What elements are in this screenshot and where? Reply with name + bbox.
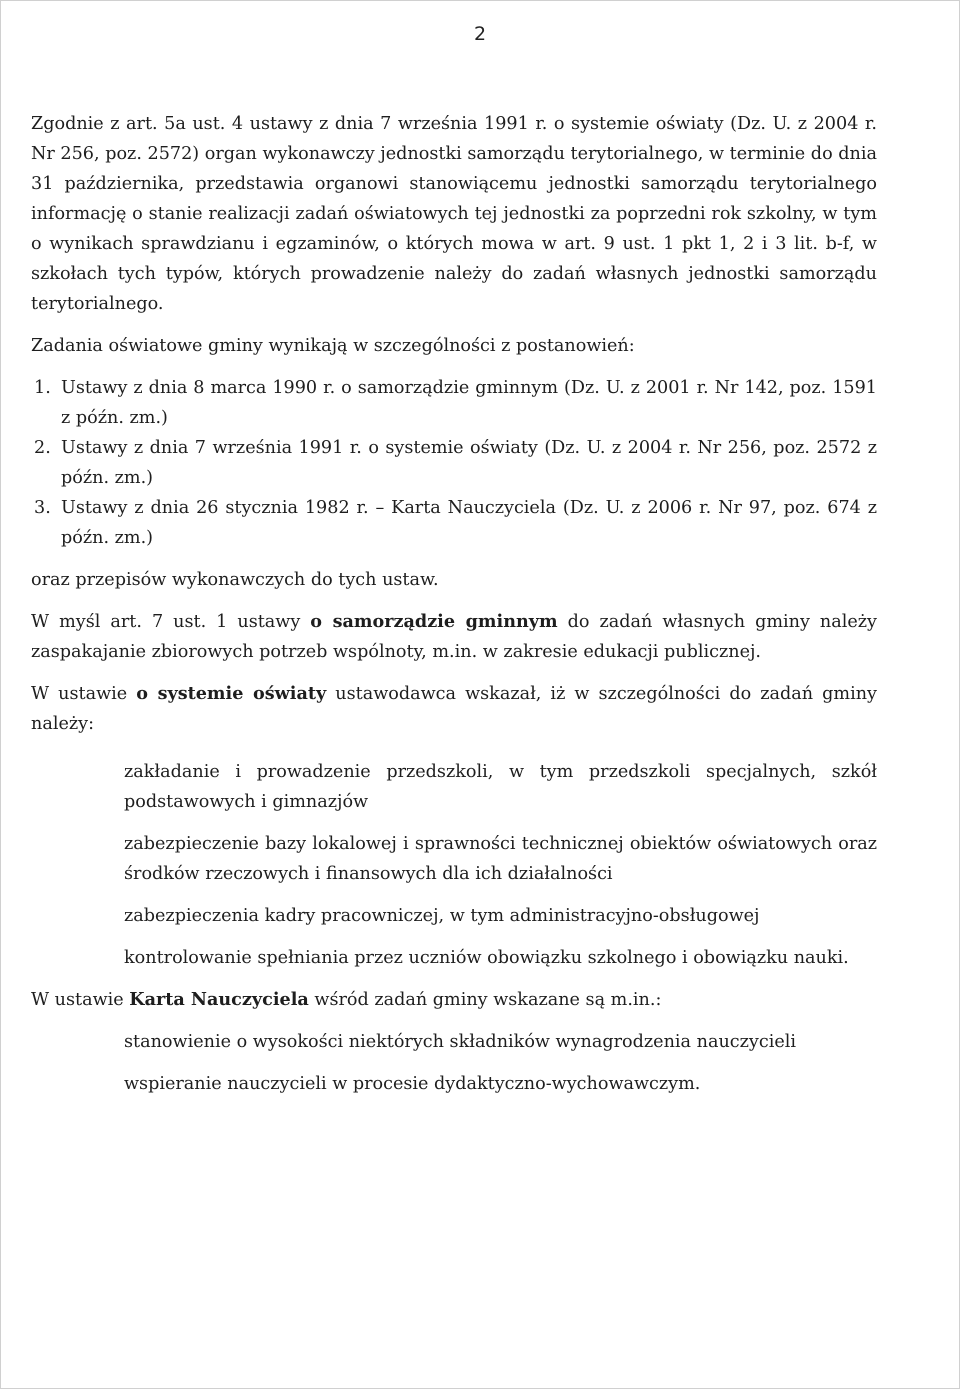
mysl-text-after: do zadań własnych gminy należy zaspakajanie zbiorowych potrzeb wspólnoty, m.in. w zakresie edukacji publicznej. bbox=[31, 612, 877, 662]
kn-text-before: W ustawie bbox=[31, 990, 130, 1010]
laws-list bbox=[31, 373, 877, 553]
law-item bbox=[31, 433, 877, 493]
law-text: Ustawy z dnia 7 września 1991 r. o systemie oświaty (Dz. U. z 2004 r. Nr 256, poz. 2572 z późn. zm.) bbox=[61, 438, 877, 488]
ustawie-bold-law: o systemie oświaty bbox=[136, 683, 327, 704]
ustawie-paragraph bbox=[31, 679, 877, 739]
kn-item: wspieranie nauczycieli w procesie dydaktyczno-wychowawczym. bbox=[124, 1074, 701, 1094]
page-number: 2 bbox=[473, 23, 487, 45]
mysl-paragraph bbox=[31, 607, 877, 667]
kn-item: stanowienie o wysokości niektórych składników wynagrodzenia nauczycieli bbox=[124, 1032, 796, 1052]
duty-item: kontrolowanie spełniania przez uczniów obowiązku szkolnego i obowiązku nauki. bbox=[124, 948, 849, 968]
ustawie-text-after: ustawodawca wskazał, iż w szczególności do zadań gminy należy: bbox=[31, 684, 877, 734]
law-item bbox=[31, 493, 877, 553]
kn-paragraph bbox=[31, 985, 877, 1015]
ustawie-text-before: W ustawie bbox=[31, 684, 137, 704]
law-text: Ustawy z dnia 26 stycznia 1982 r. – Karta Nauczyciela (Dz. U. z 2006 r. Nr 97, poz. 674 z późn. zm.) bbox=[61, 498, 877, 548]
laws-outro: oraz przepisów wykonawczych do tych ustaw. bbox=[31, 570, 439, 590]
mysl-text-before: W myśl art. 7 ust. 1 ustawy bbox=[31, 612, 311, 632]
mysl-bold-law: o samorządzie gminnym bbox=[310, 611, 558, 632]
intro-paragraph: Zgodnie z art. 5a ust. 4 ustawy z dnia 7 września 1991 r. o systemie oświaty (Dz. U. z 2004 r. Nr 256, poz. 2572) organ wykonawczy jednostki samorządu terytorialnego, w terminie do dnia 31 października, przedstawia organowi stanowiącemu jednostki samorządu terytorialnego informację o stanie realizacji zadań oświatowych tej jednostki za poprzedni rok szkolny, w tym o wynikach sprawdzianu i egzaminów, o których mowa w art. 9 ust. 1 pkt 1, 2 i 3 lit. b-f, w szkołach tych typów, których prowadzenie należy do zadań własnych jednostki samorządu terytorialnego. bbox=[31, 114, 877, 314]
duty-item: zabezpieczenia kadry pracowniczej, w tym administracyjno-obsługowej bbox=[124, 906, 760, 926]
law-text: Ustawy z dnia 8 marca 1990 r. o samorządzie gminnym (Dz. U. z 2001 r. Nr 142, poz. 1591 z późn. zm.) bbox=[61, 378, 877, 428]
law-number: 1. bbox=[34, 378, 51, 398]
law-number: 2. bbox=[34, 438, 51, 458]
document-body bbox=[31, 109, 877, 1111]
duty-item: zakładanie i prowadzenie przedszkoli, w tym przedszkoli specjalnych, szkół podstawowych i gimnazjów bbox=[124, 762, 877, 812]
duties-list bbox=[31, 757, 877, 973]
law-item bbox=[31, 373, 877, 433]
tasks-intro: Zadania oświatowe gminy wynikają w szczególności z postanowień: bbox=[31, 336, 635, 356]
kn-bold-law: Karta Nauczyciela bbox=[129, 989, 309, 1010]
kn-text-after: wśród zadań gminy wskazane są m.in.: bbox=[308, 990, 662, 1010]
kn-list bbox=[31, 1027, 877, 1099]
duty-item: zabezpieczenie bazy lokalowej i sprawności technicznej obiektów oświatowych oraz środków rzeczowych i finansowych dla ich działalności bbox=[124, 834, 877, 884]
law-number: 3. bbox=[34, 498, 51, 518]
